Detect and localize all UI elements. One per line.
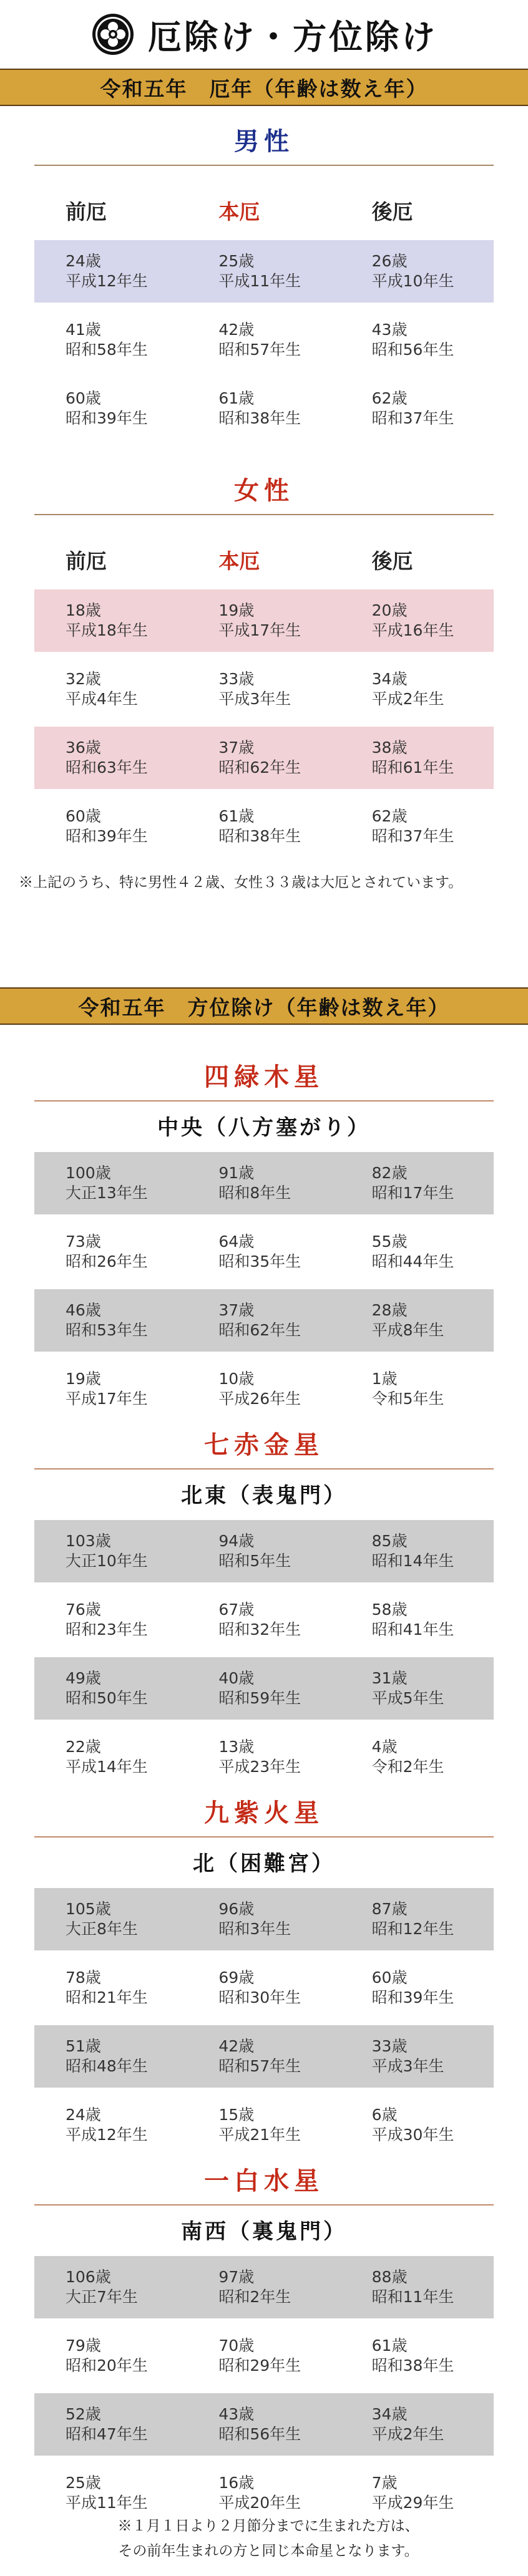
age-value: 24歳 [66,252,101,270]
age-value: 20歳 [371,601,408,619]
star-age-table [34,1888,494,2156]
birth-year: 昭和39年生 [66,409,148,427]
birth-year: 平成17年生 [66,1390,148,1408]
age-value: 91歳 [218,1164,255,1182]
age-value: 24歳 [66,2106,101,2124]
hoijoke-note-line: ※１月１日より２月節分までに生まれた方は、 [117,2518,419,2534]
star-section-shichiseki [34,1425,494,1788]
age-value: 88歳 [371,2268,408,2286]
birth-year: 平成3年生 [218,690,291,708]
age-value: 69歳 [218,1968,255,1987]
age-row [34,240,494,303]
yakudoshi-banner: 令和五年 厄年（年齢は数え年） [0,69,528,106]
age-row [34,2256,494,2318]
age-cell [34,1600,187,1640]
birth-year: 昭和5年生 [218,1552,291,1570]
birth-year: 平成11年生 [218,272,301,290]
star-age-table [34,1520,494,1788]
age-value: 55歳 [371,1232,408,1251]
age-row [34,658,494,720]
age-value: 87歳 [371,1900,408,1918]
female-age-table [34,589,494,858]
age-value: 64歳 [218,1232,255,1251]
page-title: 厄除け・方位除け [148,16,438,57]
age-cell [341,1968,494,2008]
age-value: 6歳 [371,2106,398,2124]
age-row [34,1657,494,1720]
birth-year: 昭和63年生 [66,758,148,777]
age-cell [187,1232,340,1272]
star-age-table [34,1152,494,1420]
age-value: 73歳 [66,1232,101,1251]
age-cell [187,1300,340,1340]
birth-year: 昭和2年生 [218,2288,291,2306]
age-value: 26歳 [371,252,408,270]
birth-year: 平成29年生 [371,2494,454,2512]
age-cell [187,2036,340,2076]
birth-year: 昭和17年生 [371,1184,454,1202]
birth-year: 平成30年生 [371,2126,454,2144]
age-cell [34,2267,187,2307]
age-cell [341,738,494,778]
birth-year: 昭和56年生 [371,341,454,359]
star-name: 四緑木星 [34,1057,494,1102]
age-cell [34,1531,187,1571]
age-value: 58歳 [371,1600,408,1619]
female-title: 女性 [34,471,494,515]
age-row [34,1152,494,1214]
age-value: 33歳 [371,2037,408,2055]
age-cell [34,2036,187,2076]
birth-year: 昭和35年生 [218,1252,301,1271]
age-value: 25歳 [218,252,255,270]
star-section-shiroku [34,1057,494,1420]
male-column-headers [34,196,494,225]
birth-year: 昭和37年生 [371,827,454,845]
birth-year: 平成4年生 [66,690,138,708]
col-head-maeyaku: 前厄 [66,549,107,573]
star-direction: 南西（裏鬼門） [181,2219,347,2244]
age-value: 34歳 [371,670,408,688]
female-section [34,471,494,858]
age-cell [34,251,187,291]
birth-year: 平成8年生 [371,1321,444,1339]
age-cell [341,1737,494,1777]
birth-year: 昭和29年生 [218,2356,301,2375]
age-row [34,1589,494,1651]
age-row [34,1888,494,1950]
age-value: 1歳 [371,1370,398,1388]
age-cell [34,389,187,429]
age-row [34,1957,494,2019]
birth-year: 昭和44年生 [371,1252,454,1271]
birth-year: 平成14年生 [66,1758,148,1776]
age-row [34,2025,494,2088]
birth-year: 昭和26年生 [66,1252,148,1271]
age-row [34,1726,494,1788]
age-cell [34,738,187,778]
star-direction: 北（困難宮） [193,1851,335,1876]
star-name: 一白水星 [34,2161,494,2206]
age-cell [187,1600,340,1640]
age-value: 19歳 [66,1370,101,1388]
age-value: 76歳 [66,1600,101,1619]
birth-year: 大正8年生 [66,1920,138,1938]
page-header [0,0,528,69]
star-direction: 北東（表鬼門） [181,1483,347,1508]
birth-year: 令和5年生 [371,1390,444,1408]
age-value: 78歳 [66,1968,101,1987]
age-value: 10歳 [218,1370,255,1388]
birth-year: 平成11年生 [66,2494,148,2512]
birth-year: 昭和8年生 [218,1184,291,1202]
col-head-atoyaku: 後厄 [371,549,413,573]
age-cell [34,1968,187,2008]
age-value: 40歳 [218,1669,255,1687]
birth-year: 昭和38年生 [218,409,301,427]
age-value: 62歳 [371,807,408,825]
age-value: 4歳 [371,1738,398,1756]
age-value: 41歳 [66,321,101,339]
age-cell [187,320,340,360]
age-row [34,377,494,440]
birth-year: 昭和58年生 [66,341,148,359]
birth-year: 昭和57年生 [218,2057,301,2075]
age-row [34,1221,494,1283]
age-value: 94歳 [218,1532,255,1550]
age-row [34,727,494,789]
age-cell [34,2105,187,2145]
birth-year: 平成3年生 [371,2057,444,2075]
age-value: 28歳 [371,1301,408,1319]
col-head-honyaku: 本厄 [218,200,260,224]
age-value: 7歳 [371,2474,398,2492]
birth-year: 昭和23年生 [66,1620,148,1639]
age-value: 46歳 [66,1301,101,1319]
age-cell [187,738,340,778]
age-cell [341,1600,494,1640]
col-head-honyaku: 本厄 [218,549,260,573]
age-value: 43歳 [371,321,408,339]
hoijoke-banner: 令和五年 方位除け（年齢は数え年） [0,987,528,1025]
age-cell [341,806,494,846]
age-value: 42歳 [218,2037,255,2055]
age-cell [187,1737,340,1777]
birth-year: 昭和50年生 [66,1689,148,1707]
age-value: 18歳 [66,601,101,619]
age-cell [34,2473,187,2513]
age-cell [34,1737,187,1777]
age-value: 106歳 [66,2268,111,2286]
age-value: 60歳 [371,1968,408,1987]
age-cell [341,1300,494,1340]
age-value: 97歳 [218,2268,255,2286]
star-section-ippaku [34,2161,494,2524]
age-row [34,795,494,858]
age-value: 61歳 [371,2336,408,2355]
age-value: 100歳 [66,1164,111,1182]
age-cell [341,2473,494,2513]
age-cell [341,2404,494,2444]
age-value: 16歳 [218,2474,255,2492]
age-cell [187,1968,340,2008]
birth-year: 昭和41年生 [371,1620,454,1639]
birth-year: 昭和3年生 [218,1920,291,1938]
age-cell [341,251,494,291]
birth-year: 昭和38年生 [371,2356,454,2375]
age-value: 61歳 [218,389,255,407]
age-value: 25歳 [66,2474,101,2492]
age-value: 85歳 [371,1532,408,1550]
birth-year: 平成18年生 [66,621,148,639]
age-value: 32歳 [66,670,101,688]
age-cell [187,1163,340,1203]
birth-year: 平成12年生 [66,272,148,290]
birth-year: 平成23年生 [218,1758,301,1776]
birth-year: 平成2年生 [371,2425,444,2443]
hoijoke-note [19,2514,518,2564]
age-value: 38歳 [371,738,408,757]
age-value: 34歳 [371,2405,408,2423]
age-value: 82歳 [371,1164,408,1182]
birth-year: 昭和14年生 [371,1552,454,1570]
age-row [34,589,494,652]
age-cell [341,1163,494,1203]
age-value: 49歳 [66,1669,101,1687]
birth-year: 昭和21年生 [66,1988,148,2007]
age-value: 79歳 [66,2336,101,2355]
birth-year: 平成17年生 [218,621,301,639]
birth-year: 昭和38年生 [218,827,301,845]
birth-year: 平成5年生 [371,1689,444,1707]
age-cell [34,1232,187,1272]
age-value: 36歳 [66,738,101,757]
star-section-kyushi [34,1793,494,2156]
age-cell [341,1232,494,1272]
age-cell [34,1369,187,1409]
age-cell [187,2336,340,2376]
hoijoke-note-line: その前年生まれの方と同じ本命星となります。 [118,2543,419,2559]
age-value: 70歳 [218,2336,255,2355]
birth-year: 昭和30年生 [218,1988,301,2007]
age-row [34,1289,494,1352]
birth-year: 大正10年生 [66,1552,148,1570]
birth-year: 平成26年生 [218,1390,301,1408]
birth-year: 昭和39年生 [371,1988,454,2007]
male-title: 男性 [34,122,494,166]
age-cell [34,1899,187,1939]
age-value: 37歳 [218,738,255,757]
age-cell [341,1531,494,1571]
age-cell [187,806,340,846]
birth-year: 平成21年生 [218,2126,301,2144]
age-cell [341,2036,494,2076]
age-value: 62歳 [371,389,408,407]
age-cell [187,2105,340,2145]
birth-year: 昭和62年生 [218,1321,301,1339]
birth-year: 昭和53年生 [66,1321,148,1339]
age-row [34,2325,494,2387]
male-section [34,122,494,440]
birth-year: 昭和59年生 [218,1689,301,1707]
age-value: 51歳 [66,2037,101,2055]
age-cell [341,2267,494,2307]
age-cell [34,601,187,641]
age-cell [34,2404,187,2444]
birth-year: 昭和57年生 [218,341,301,359]
age-cell [34,1668,187,1708]
age-cell [187,251,340,291]
col-head-atoyaku: 後厄 [371,200,413,224]
birth-year: 大正13年生 [66,1184,148,1202]
age-value: 19歳 [218,601,255,619]
age-value: 60歳 [66,389,101,407]
age-cell [341,1668,494,1708]
birth-year: 昭和62年生 [218,758,301,777]
age-cell [341,1369,494,1409]
age-cell [34,669,187,709]
birth-year: 昭和56年生 [218,2425,301,2443]
age-value: 22歳 [66,1738,101,1756]
star-age-table [34,2256,494,2524]
birth-year: 平成2年生 [371,690,444,708]
age-cell [34,1163,187,1203]
age-value: 96歳 [218,1900,255,1918]
star-direction: 中央（八方塞がり） [157,1115,371,1140]
age-row [34,1520,494,1582]
age-value: 33歳 [218,670,255,688]
star-name: 七赤金星 [34,1425,494,1470]
age-cell [187,2473,340,2513]
age-cell [187,2267,340,2307]
yakudoshi-note: ※上記のうち、特に男性４２歳、女性３３歳は大厄とされています。 [19,874,463,891]
family-crest-icon [90,12,135,57]
birth-year: 昭和32年生 [218,1620,301,1639]
age-value: 15歳 [218,2106,255,2124]
age-cell [341,601,494,641]
birth-year: 平成12年生 [66,2126,148,2144]
age-cell [187,1531,340,1571]
age-value: 31歳 [371,1669,408,1687]
birth-year: 昭和37年生 [371,409,454,427]
age-cell [187,1369,340,1409]
col-head-maeyaku: 前厄 [66,200,107,224]
age-row [34,2393,494,2456]
age-cell [34,320,187,360]
birth-year: 昭和47年生 [66,2425,148,2443]
age-cell [187,1668,340,1708]
age-cell [341,1899,494,1939]
age-value: 37歳 [218,1301,255,1319]
female-column-headers [34,545,494,574]
birth-year: 令和2年生 [371,1758,444,1776]
birth-year: 昭和61年生 [371,758,454,777]
age-row [34,309,494,371]
age-cell [341,2105,494,2145]
star-name: 九紫火星 [34,1793,494,1838]
birth-year: 平成16年生 [371,621,454,639]
age-cell [187,601,340,641]
age-cell [187,1899,340,1939]
age-value: 67歳 [218,1600,255,1619]
birth-year: 昭和11年生 [371,2288,454,2306]
age-row [34,2094,494,2156]
age-value: 52歳 [66,2405,101,2423]
age-cell [187,669,340,709]
age-value: 105歳 [66,1900,111,1918]
age-value: 13歳 [218,1738,255,1756]
birth-year: 昭和20年生 [66,2356,148,2375]
age-cell [341,669,494,709]
birth-year: 平成10年生 [371,272,454,290]
birth-year: 平成20年生 [218,2494,301,2512]
age-cell [34,1300,187,1340]
age-cell [341,320,494,360]
birth-year: 昭和12年生 [371,1920,454,1938]
age-value: 103歳 [66,1532,111,1550]
age-cell [34,806,187,846]
age-cell [34,2336,187,2376]
age-value: 42歳 [218,321,255,339]
age-cell [187,2404,340,2444]
age-cell [187,389,340,429]
birth-year: 大正7年生 [66,2288,138,2306]
male-age-table [34,240,494,440]
age-cell [341,389,494,429]
age-value: 43歳 [218,2405,255,2423]
birth-year: 昭和48年生 [66,2057,148,2075]
age-value: 60歳 [66,807,101,825]
age-value: 61歳 [218,807,255,825]
age-cell [341,2336,494,2376]
age-row [34,1358,494,1420]
birth-year: 昭和39年生 [66,827,148,845]
